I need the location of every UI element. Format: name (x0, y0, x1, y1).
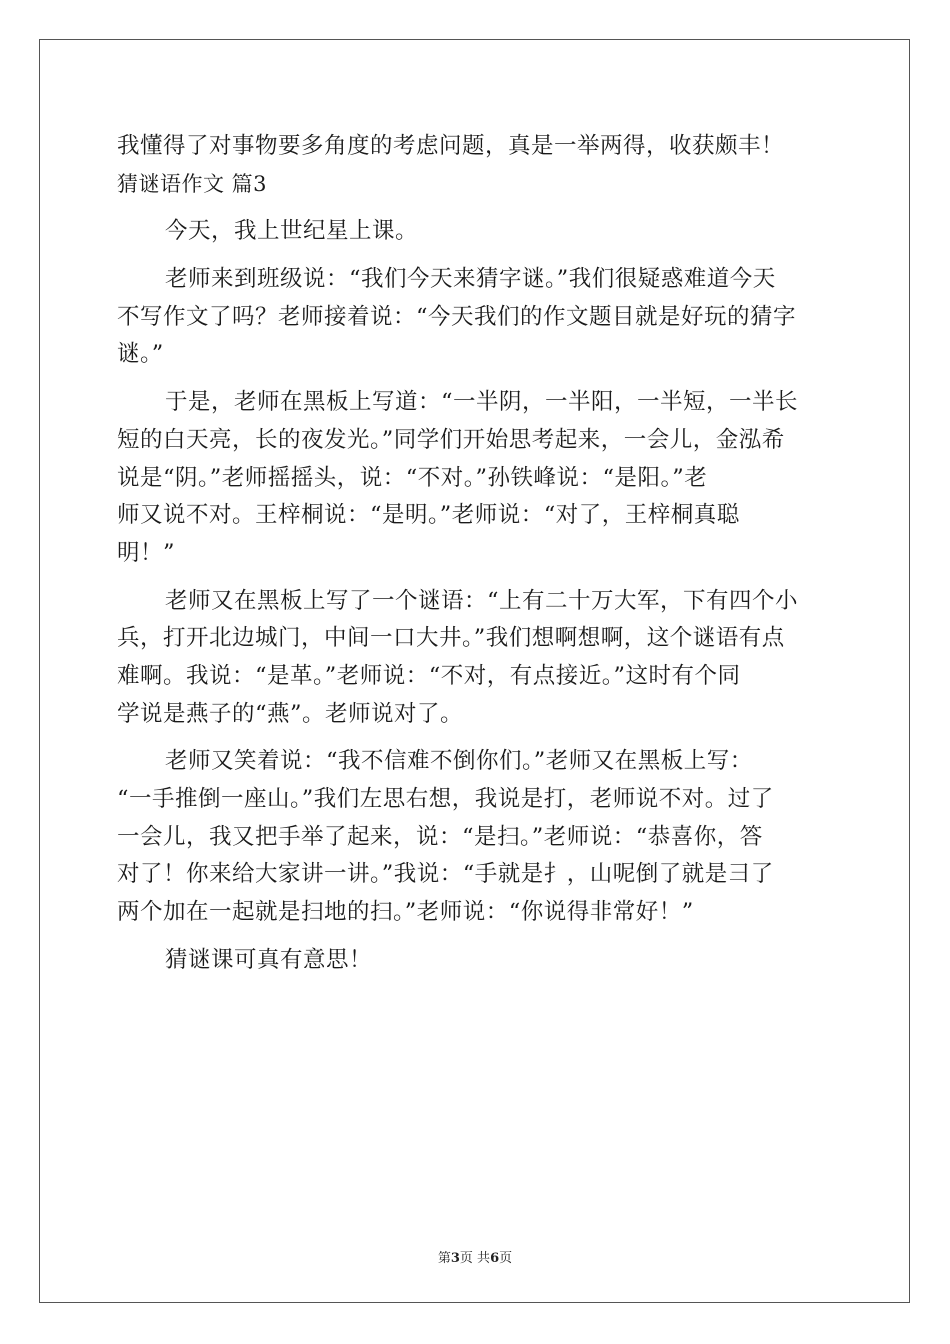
page-prefix: 第 (437, 1251, 451, 1266)
page-footer (0, 1247, 950, 1266)
text-line: 明！” (117, 539, 176, 566)
text-line: 师又说不对。王梓桐说：“是明。”老师说：“对了，王梓桐真聪 (117, 502, 740, 529)
paragraph-2 (117, 261, 837, 374)
text-line: 老师又在黑板上写了一个谜语：“上有二十万大军，下有四个小 (165, 587, 799, 614)
text-line: 对了！你来给大家讲一讲。”我说：“手就是扌，山呢倒了就是彐了 (117, 861, 774, 888)
paragraph-4 (117, 583, 837, 734)
text-line: 难啊。我说：“是革。”老师说：“不对，有点接近。”这时有个同 (117, 662, 741, 689)
paragraph-1 (117, 213, 837, 251)
section-heading: 猜谜语作文 篇3 (117, 171, 268, 196)
text-line: 兵，打开北边城门，中间一口大井。”我们想啊想啊，这个谜语有点 (117, 625, 785, 652)
text-line: 不写作文了吗？老师接着说：“今天我们的作文题目就是好玩的猜字 (117, 303, 797, 330)
text-line: 今天，我上世纪星上课。 (165, 218, 419, 245)
text-line: 老师又笑着说：“我不信难不倒你们。”老师又在黑板上写： (165, 748, 753, 775)
text-line: 谜。” (117, 341, 164, 368)
text-line: 于是，老师在黑板上写道：“一半阴，一半阳，一半短，一半长 (165, 389, 799, 416)
text-line: 老师来到班级说：“我们今天来猜字谜。”我们很疑惑难道今天 (165, 266, 776, 293)
paragraph-6 (117, 942, 837, 980)
paragraph-5 (117, 743, 837, 931)
text-line: 短的白天亮，长的夜发光。”同学们开始思考起来，一会儿，金泓希 (117, 426, 785, 453)
text-line: 我懂得了对事物要多角度的考虑问题，真是一举两得，收获颇丰！ (117, 133, 785, 159)
current-page-number: 3 (450, 1251, 460, 1266)
total-page-number: 6 (490, 1251, 500, 1266)
text-line: “一手推倒一座山。”我们左思右想，我说是打，老师说不对。过了 (117, 786, 774, 812)
text-line: 说是“阴。”老师摇摇头，说：“不对。”孙铁峰说：“是阳。”老 (117, 464, 708, 491)
text-line: 学说是燕子的“燕”。老师说对了。 (117, 700, 464, 727)
page-mid: 页 共 (459, 1251, 491, 1266)
document-body (117, 128, 837, 979)
text-line: 猜谜课可真有意思！ (165, 946, 373, 973)
paragraph-3 (117, 384, 837, 572)
text-line: 一会儿，我又把手举了起来，说：“是扫。”老师说：“恭喜你，答 (117, 823, 763, 850)
page-suffix: 页 (499, 1251, 513, 1266)
text-line: 两个加在一起就是扫地的扫。”老师说：“你说得非常好！” (117, 899, 694, 926)
